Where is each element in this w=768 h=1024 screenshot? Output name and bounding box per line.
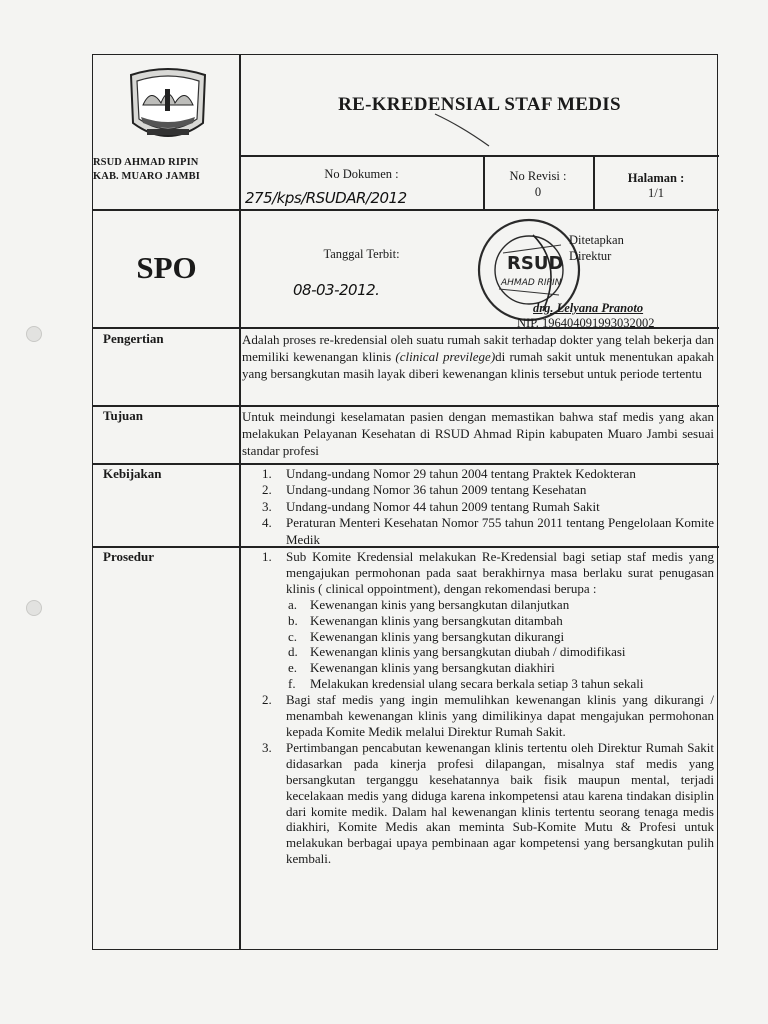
list-item: 3. Undang-undang Nomor 44 tahun 2009 tentang Rumah Sakit <box>262 498 600 514</box>
list-item: 1. Sub Komite Kredensial melakukan Re-Kredensial bagi setiap staf medis yang mengajukan permohonan pada saat berakhirnya masa berlaku surat penugasan klinis ( clinical oppointment), dengan rekomendasi berupa : a. Kewenangan kinis yang bersangkutan dilanjutkan b. Kewenangan klinis yang bersangkutan ditambah c. Kewenangan klinis yang bersangkutan dikurangi d. Kewenangan klinis yang bersangkutan diubah / dimodifikasi e. Kewenangan klinis yang bersangkutan diakhiri f. Melakukan kredensial ulang secara berkala setiap 3 tahun sekali <box>242 549 714 692</box>
director-nip: NIP. 196404091993032002 <box>517 316 655 330</box>
pengertian-label: Pengertian <box>103 331 164 346</box>
pengertian-text <box>242 331 714 383</box>
spo-label: SPO <box>136 250 197 285</box>
doc-number-handwritten: 275/kps/RSUDAR/2012 <box>245 189 407 207</box>
sub-item: c. Kewenangan klinis yang bersangkutan dikurangi <box>288 628 565 644</box>
document-title: RE-KREDENSIAL STAF MEDIS <box>338 94 621 115</box>
divider <box>93 405 719 407</box>
divider <box>239 55 241 949</box>
hospital-regency: KAB. MUARO JAMBI <box>93 171 200 182</box>
pen-stroke <box>433 110 493 150</box>
sub-item: f. Melakukan kredensial ulang secara berkala setiap 3 tahun sekali <box>288 676 644 692</box>
binder-hole <box>26 600 42 616</box>
sub-item: a. Kewenangan kinis yang bersangkutan dilanjutkan <box>288 596 570 612</box>
director-name: drg. Lelyana Pranoto <box>533 301 644 315</box>
sub-item: b. Kewenangan klinis yang bersangkutan ditambah <box>288 612 563 628</box>
issue-date-handwritten: 08-03-2012. <box>293 281 380 299</box>
doc-number-label: No Dokumen : <box>324 167 399 181</box>
list-item: 2. Bagi staf medis yang ingin memulihkan kewenangan klinis yang dikurangi / menambah kewenangan klinis yang dimilikinya dapat mengajukan permohonan kepada Komite Medik melalui Direktur Rumah Sakit. <box>262 692 714 739</box>
issue-date-label: Tanggal Terbit: <box>323 247 400 261</box>
page-label: Halaman : <box>627 171 685 185</box>
prosedur-label: Prosedur <box>103 549 155 564</box>
stamp-text: RSUD <box>507 253 564 274</box>
divider <box>93 463 719 465</box>
revision-value: 0 <box>534 185 542 199</box>
approved-label: Ditetapkan <box>569 233 624 247</box>
regency-logo <box>123 65 213 149</box>
list-item: 4. Peraturan Menteri Kesehatan Nomor 755 tahun 2011 tentang Pengelolaan Komite Medik <box>262 515 714 547</box>
page-value: 1/1 <box>648 186 664 200</box>
tujuan-label: Tujuan <box>103 408 143 423</box>
pengertian-body: Adalah proses re-kredensial oleh suatu rumah sakit terhadap dokter yang telah bekerja dan memiliki kewenangan klinis <box>242 332 714 365</box>
stamp-subtext: AHMAD RIPIN <box>501 278 562 288</box>
divider <box>240 155 719 157</box>
sub-item: e. Kewenangan klinis yang bersangkutan diakhiri <box>288 660 555 676</box>
list-item: 1. Undang-undang Nomor 29 tahun 2004 tentang Praktek Kedokteran <box>262 466 636 481</box>
pengertian-italic: (clinical previlege) <box>395 349 496 365</box>
hospital-name: RSUD AHMAD RIPIN <box>93 157 199 168</box>
pengertian-rest: di rumah sakit untuk menentukan apakah yang bersangkutan masih layak diberi kewenangan klinis tersebut untuk periode tertentu <box>242 349 714 382</box>
spo-document <box>92 54 718 950</box>
list-item: 3. Pertimbangan pencabutan kewenangan klinis tertentu oleh Direktur Rumah Sakit didasarkan pada kinerja profesi dilapangan, misalnya staf medis yang bersangkutan terganggu kesehatannya baik fisik maupun mental, terjadi kecelakaan medis yang diduga karena inkompetensi atau karena tindakan disiplin dari komite medik. Dalam hal kewenangan klinis tertentu seorang tenaga medis diakhiri, Komite Medis akan meminta Sub-Komite Mutu & Profesi untuk melakukan berbagai upaya pembinaan agar kompetensi yang bersangkutan pulih kembali. <box>262 739 714 867</box>
sub-item: d. Kewenangan klinis yang bersangkutan diubah / dimodifikasi <box>288 644 626 660</box>
binder-hole <box>26 326 42 342</box>
list-item: 2. Undang-undang Nomor 36 tahun 2009 tentang Kesehatan <box>262 482 587 498</box>
kebijakan-list <box>242 466 714 548</box>
prosedur-list <box>242 549 714 867</box>
tujuan-text: Untuk meindungi keselamatan pasien dengan memastikan bahwa staf medis yang akan melakukan Pelayanan Kesehatan di RSUD Ahmad Ripin kabupaten Muaro Jambi sesuai standar profesi <box>242 409 714 459</box>
kebijakan-label: Kebijakan <box>103 466 162 481</box>
revision-label: No Revisi : <box>509 169 567 183</box>
approved-role: Direktur <box>569 249 612 263</box>
